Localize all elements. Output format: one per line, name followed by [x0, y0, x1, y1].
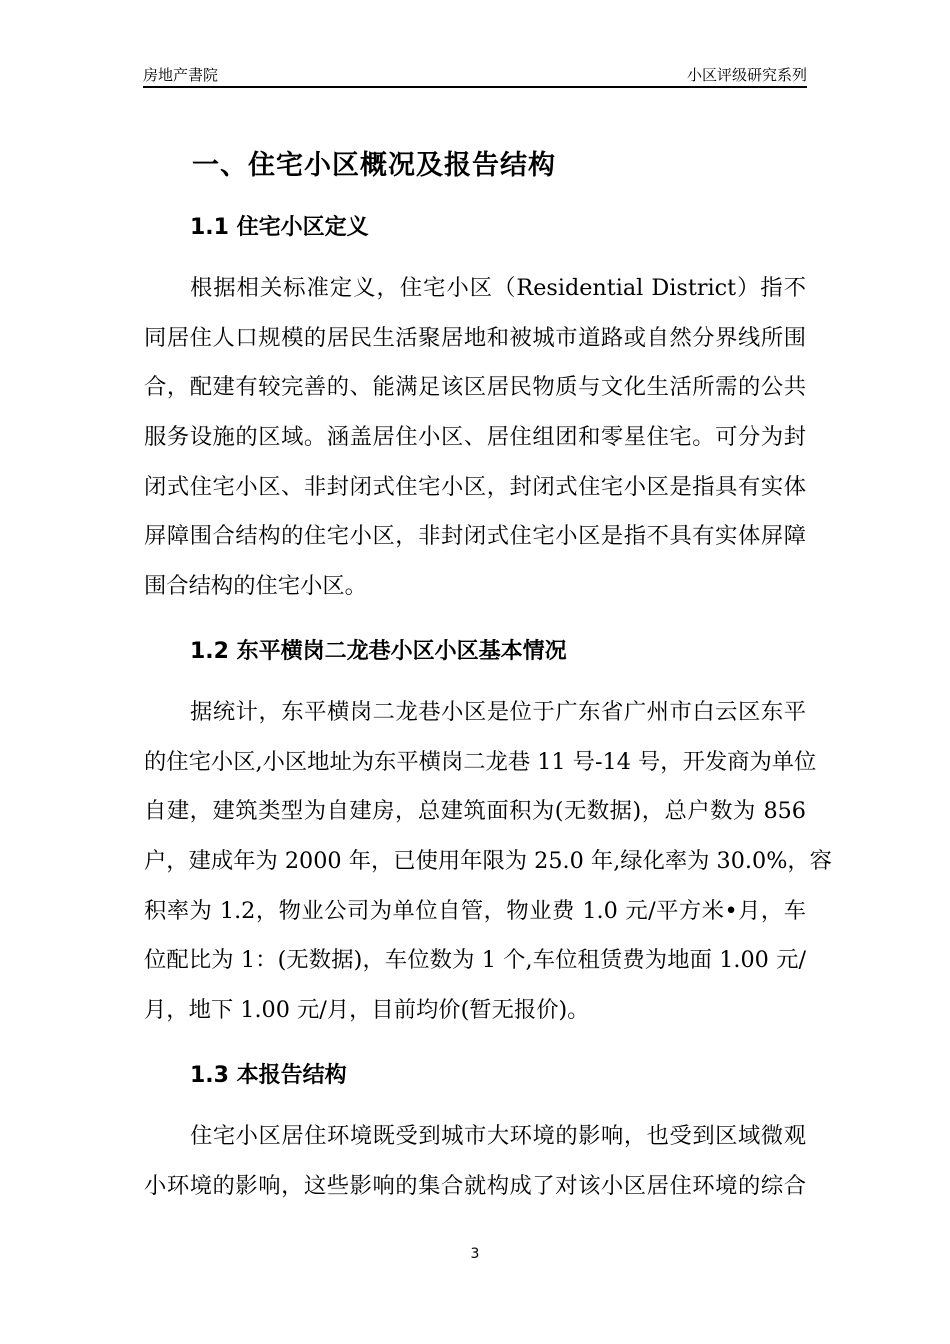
text-line: 围合结构的住宅小区。: [144, 573, 367, 600]
text-line: 服务设施的区域。涵盖居住小区、居住组团和零星住宅。可分为封: [144, 424, 806, 451]
text-line: 闭式住宅小区、非封闭式住宅小区，封闭式住宅小区是指具有实体: [144, 473, 806, 500]
text-line: 的住宅小区,小区地址为东平横岗二龙巷 11 号-14 号，开发商为单位: [144, 748, 817, 775]
text-line: 积率为 1.2，物业公司为单位自管，物业费 1.0 元/平方米•月，车: [144, 897, 806, 924]
text-line: 同居住人口规模的居民生活聚居地和被城市道路或自然分界线所围: [144, 324, 806, 351]
paragraph-report-structure: [144, 1112, 806, 1211]
text-line: 合，配建有较完善的、能满足该区居民物质与文化生活所需的公共: [144, 374, 806, 401]
text-line: 位配比为 1：(无数据)，车位数为 1 个,车位租赁费为地面 1.00 元/: [144, 947, 806, 974]
text-line: 根据相关标准定义，住宅小区（Residential District）指不: [190, 275, 806, 301]
header-rule: [143, 86, 807, 88]
text-line: 小环境的影响，这些影响的集合就构成了对该小区居住环境的综合: [144, 1172, 806, 1199]
text-line: 据统计，东平横岗二龙巷小区是位于广东省广州市白云区东平: [190, 699, 806, 725]
page-number: 3: [470, 1246, 480, 1262]
text-line: 户，建成年为 2000 年，已使用年限为 25.0 年,绿化率为 30.0%，容: [144, 848, 832, 875]
text-line: 月，地下 1.00 元/月，目前均价(暂无报价)。: [144, 997, 590, 1024]
section-heading-1-1: 1.1 住宅小区定义: [190, 215, 369, 240]
text-line: 屏障围合结构的住宅小区，非封闭式住宅小区是指不具有实体屏障: [144, 523, 806, 550]
text-line: 住宅小区居住环境既受到城市大环境的影响，也受到区域微观: [190, 1123, 806, 1149]
section-heading-1-3: 1.3 本报告结构: [190, 1063, 347, 1088]
section-heading-1-2: 1.2 东平横岗二龙巷小区小区基本情况: [190, 639, 567, 664]
header-right-series: 小区评级研究系列: [686, 66, 807, 84]
chapter-title: 一、住宅小区概况及报告结构: [192, 150, 556, 181]
text-line: 自建，建筑类型为自建房，总建筑面积为(无数据)，总户数为 856: [144, 798, 806, 825]
paragraph-definition: [144, 264, 806, 612]
paragraph-basic-info: [144, 688, 832, 1036]
header-left-publisher: 房地产書院: [143, 66, 219, 84]
